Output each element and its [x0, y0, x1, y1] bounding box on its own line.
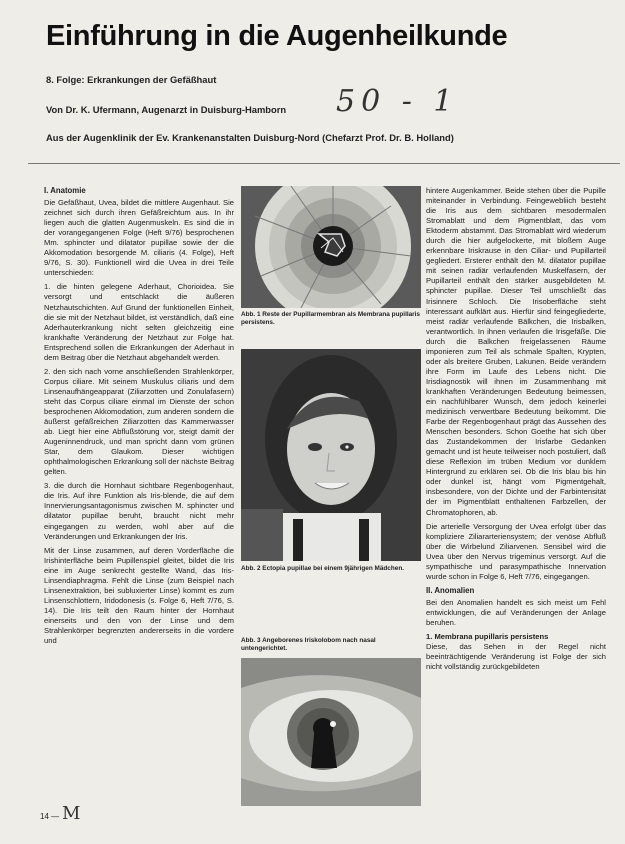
text-column-left — [44, 186, 234, 816]
page-title: Einführung in die Augenheilkunde — [46, 20, 508, 52]
figure-1-caption: Abb. 1 Reste der Pupillarmembran als Membrana pupillaris persistens. — [241, 311, 420, 326]
header-divider — [28, 163, 620, 164]
figure-2-caption: Abb. 2 Ectopia pupillae bei einem 9jährigen Mädchen. — [241, 565, 404, 572]
clinic-line: Aus der Augenklinik der Ev. Krankenanstalten Duisburg-Nord (Chefarzt Prof. Dr. B. Holland) — [46, 132, 454, 143]
paragraph: Bei den Anomalien handelt es sich meist um Fehl entwicklungen, die auf Veränderungen der Anlage beruhen. — [426, 597, 606, 627]
subsection-heading: 1. Membrana pupillaris persistens — [426, 632, 549, 642]
paragraph: hintere Augenkammer. Beide stehen über die Pupille miteinander in Verbindung. Feingewebliich besteht die Iris aus dem sichtbaren mesodermalen Stromablatt und dem Pigmentblatt, das vom Ektoderm abstammt. Das Stromablatt wird wiederum durch die hier aufgelockerte, mit bloßem Auge erkennbare Iriskrause in den Ciliar- und Pupillarteil gegliedert. Ersterer enthält den M. dilatator pupillae mit seinen radiär verlaufenden Muskelfasern, der Pupillarteil enthält den stärker ausgebildeten M. sphincter pupillae. Dieser Teil umschließt das Irisinnere Schloch. Die Irisoberfläche steht interessant aufklärt aus. Hierfür sind feingegliederte, meist radiär verlaufende Bälkchen, die Irisbalken, verantwortlich. In ihnen verlaufen die Irisgefäße. Die durch die Balkchen freigelassenen Räume imponieren zum Teil als schmale Spalten, Krypten, oder als breitere Gruben, Lakunen. Beide verändern ihre Form im Laufe des Lebens nicht. Die Irisdiagnostik will ihnen im Zusammenhang mit krankhaften Veränderungen Bedeutung beimessen, ein nachfühlbarer Wunsch, dem jedoch keinerlei medizinisch verwertbare Bedeutung beikommt. Die Farbe der Regenbogenhaut prägt das Aussehen des Menschen besonders. Schon Goethe hat sich über das Zustandekommen der Irisfarbe Gedanken gemacht und ist heute teilweiser noch postuliert, daß diese Reflexion im trüben Medium vor dunklem Hintergrund zu erklären sei. Ob die Iris blau bis hin oder dunkel ist, hängt vom Pigmentgehalt, insbesondere, von der Dichte und der Farbintensität der im Pigmentblatt enthaltenen Farbzellen, der Chromatophoren, ab. — [426, 186, 606, 517]
section-heading-anomalien: II. Anomalien — [426, 585, 475, 595]
paragraph: Diese, das Sehen in der Regel nicht beeinträchtigende Veränderung ist Folge der sich nicht vollständig zurückgebildeten — [426, 642, 606, 672]
figure-3-eye-photo — [241, 658, 421, 806]
paragraph: Die arterielle Versorgung der Uvea erfolgt über das kompliziere Ziliararteriensystem; der venöse Abfluß über die Wirbelund Ziliarvenen. Sensibel wird die Uvea über den Nervus trigeminus versorgt. Auf die sympathische und parasympathische Innervation wurde schon in Folge 6, Heft 7/76, eingegangen. — [426, 521, 606, 581]
figure-1-iris-photo — [241, 186, 421, 308]
series-subtitle: 8. Folge: Erkrankungen der Gefäßhaut — [46, 74, 217, 85]
handwritten-folio: M — [62, 803, 81, 824]
paragraph: 2. den sich nach vorne anschließenden Strahlenkörper, Corpus ciliare. Mit seinem Muskulus ciliaris und dem Linsenaufhängeapparat (Ziliarzotten und Zonulafasern) steht das Corpus ciliare einmal im Dienste der schon besprochenen Akkomodation, zum anderen sondern die äußerst gefäßreichen Ziliarzotten das Kammerwasser ab. Liegt hier eine Abflußstörung vor, steigt damit der Augeninnendruck, und man spricht dann vom grünen Star, dem Glaukom. Dieser wichtigen ophthalmologischen Erkrankung soll der nächste Beitrag gelten. — [44, 366, 234, 477]
figure-2-portrait-photo — [241, 349, 421, 561]
page-number: 14 — — [40, 812, 60, 821]
figure-3-caption: Abb. 3 Angeborenes Iriskolobom nach nasal untengerichtet. — [241, 637, 376, 652]
paragraph: Die Gefäßhaut, Uvea, bildet die mittlere Augenhaut. Sie zeichnet sich durch ihren Gefäßreichtum aus. In ihr liegen auch die glatten Augenmuskeln. Es sind die in der vorangegangenen Folge (Heft 9/76) besprochenen Mm. sphincter und dilatator pupillae sowie der die Akkomodation besorgende M. ciliaris (4. Folge), Heft 9/76, S. 30). Funktionell wird die Uvea in drei Teile unterschieden: — [44, 198, 234, 278]
paragraph: 3. die durch die Hornhaut sichtbare Regenbogenhaut, die Iris. Auf ihre Funktion als Iris-blende, die auf dem Innervierungsantagonismus zwischen M. sphincter und dilatator pupillae beruht, braucht nicht mehr eingegangen zu werden, wohl aber auf die Veränderungen und Erkrankungen der Iris. — [44, 481, 234, 541]
paragraph: 1. die hinten gelegene Aderhaut, Chorioidea. Sie versorgt und entschlackt die äußeren Netzhautschichten. Auf Grund der funktionellen Einheit, die sie mit der Netzhaut bildet, ist verständlich, daß eine Aderhauterkrankung nicht selten gleichzeitig eine krankhafte Veränderung der Netzhaut zur Folge hat. Entsprechend sollen die Erkrankungen der Aderhaut in dem Beitrag über die Netzhaut abgehandelt werden. — [44, 282, 234, 362]
paragraph: Mit der Linse zusammen, auf deren Vorderfläche die Irishinterfläche beim Pupillenspiel gleitet, bildet die Iris eine im Auge senkrecht gestellte Wand, das Iris-Linsendiaphragma. Fehlt die Linse (zum Beispiel nach Linsenextraktion, bei subluxierter Linse) kommt es zum Linsenschlottern, Iridodonesis (s. Folge 6, Heft 7/76, S. 14). Die Iris teilt den Raum hinter der Hornhaut einerseits und den von der Linse und dem Strahlenkörper begrenzten andererseits in die vordere und — [44, 545, 234, 646]
author-line: Von Dr. K. Ufermann, Augenarzt in Duisburg-Hamborn — [46, 104, 287, 115]
handwritten-note: 50 - 1 — [336, 84, 459, 119]
section-heading-anatomie: I. Anatomie — [44, 186, 86, 195]
text-column-right — [426, 186, 606, 836]
